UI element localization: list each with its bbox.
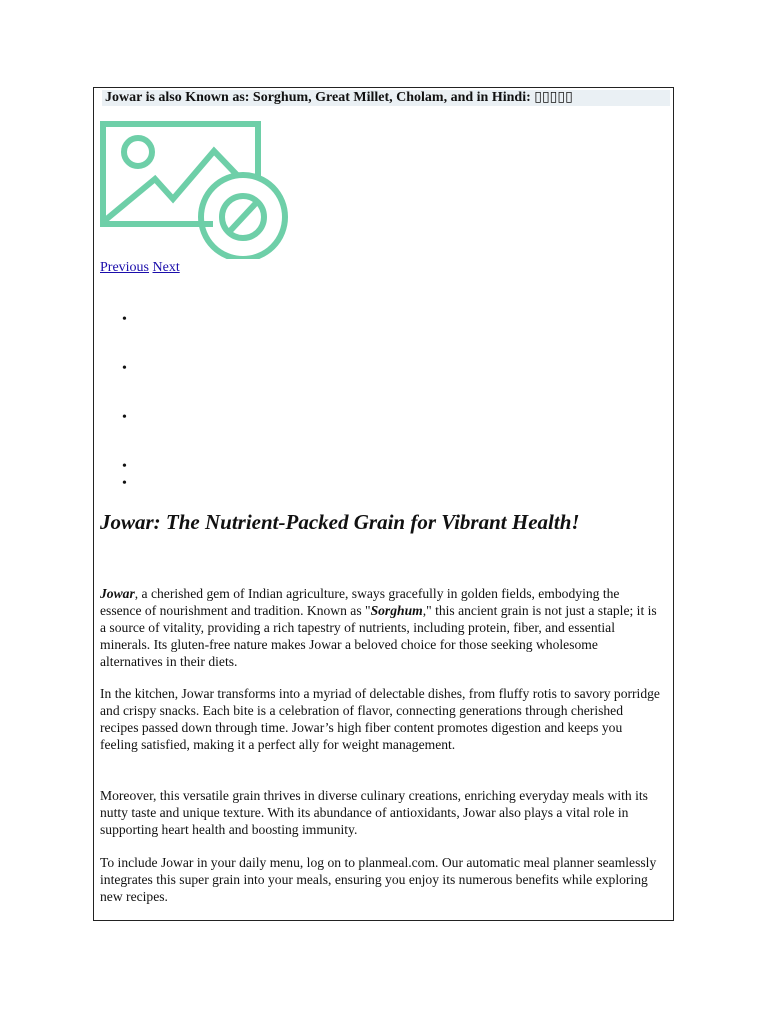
- pager: [100, 260, 180, 276]
- image-unavailable-icon: [100, 121, 292, 259]
- list-item: •: [122, 361, 127, 376]
- previous-link[interactable]: Previous: [100, 260, 149, 275]
- article-title: Jowar: The Nutrient-Packed Grain for Vibrant Health!: [100, 510, 580, 534]
- sorghum-term: Sorghum: [370, 603, 423, 618]
- list-item: •: [122, 410, 127, 425]
- article-paragraph-2: In the kitchen, Jowar transforms into a myriad of delectable dishes, from fluffy rotis to savory porridge and crispy snacks. Each bite is a celebration of flavor, connecting generations through cherished recipes passed down through time. Jowar’s high fiber content promotes digestion and keeps you feeling satisfied, making it a perfect ally for weight management.: [100, 686, 660, 752]
- article-paragraph-1: Jowar, a cherished gem of Indian agriculture, sways gracefully in golden fields, embodying the essence of nourishment and tradition. Known as "Sorghum," this ancient grain is not just a staple; it is a source of vitality, providing a rich tapestry of nutrients, including protein, fiber, and essential minerals. Its gluten-free nature makes Jowar a beloved choice for those seeking wholesome alternatives in their diets.: [100, 586, 657, 669]
- header-banner: Jowar is also Known as: Sorghum, Great Millet, Cholam, and in Hindi: ▯▯▯▯▯: [102, 90, 670, 106]
- list-item: •: [122, 476, 127, 491]
- jowar-term: Jowar: [100, 586, 135, 601]
- list-item: •: [122, 312, 127, 327]
- document-frame: [93, 87, 674, 921]
- article-paragraph-3: Moreover, this versatile grain thrives in diverse culinary creations, enriching everyday meals with its nutty taste and unique texture. With its abundance of antioxidants, Jowar also plays a vital role in supporting heart health and boosting immunity.: [100, 788, 648, 837]
- list-item: •: [122, 459, 127, 474]
- next-link[interactable]: Next: [152, 260, 180, 275]
- article-paragraph-4: To include Jowar in your daily menu, log on to planmeal.com. Our automatic meal planner seamlessly integrates this super grain into your meals, ensuring you enjoy its numerous benefits while exploring new recipes.: [100, 855, 657, 904]
